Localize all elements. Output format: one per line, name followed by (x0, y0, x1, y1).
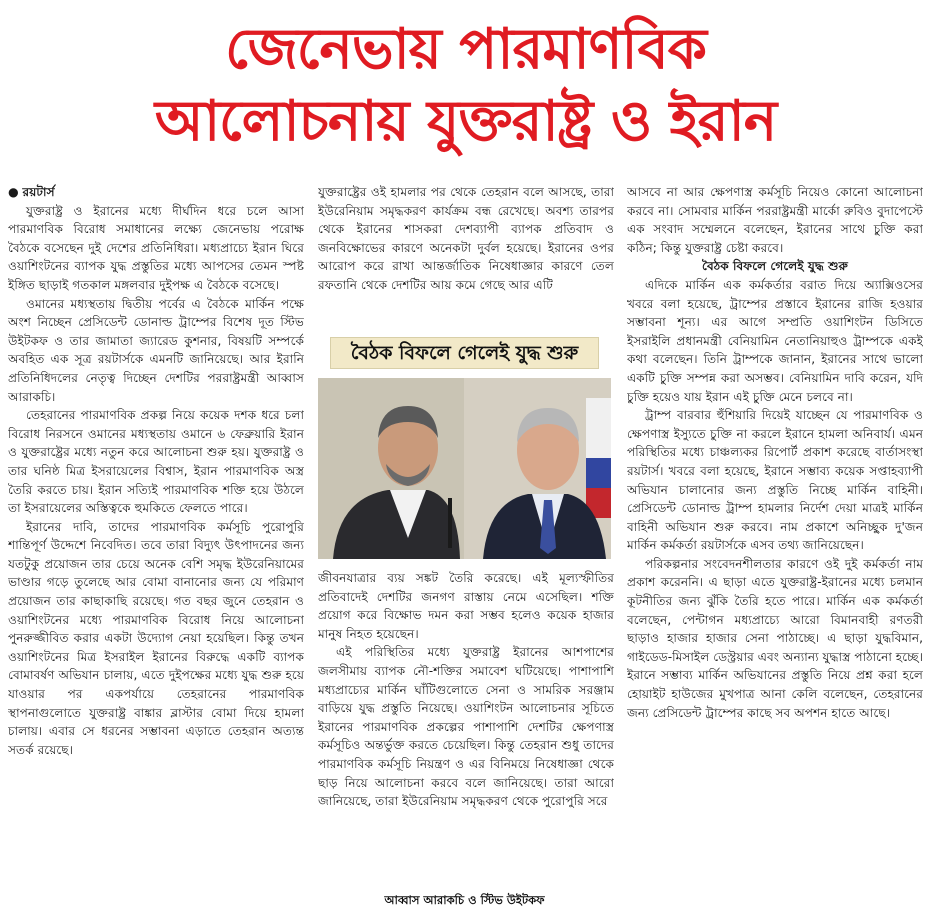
headline-line-1: জেনেভায় পারমাণবিক (225, 17, 706, 82)
paragraph: এদিকে মার্কিন এক কর্মকর্তার বরাত দিয়ে অ্যাক্সিওসের খবরে বলা হয়েছে, ট্রাম্পের প্রস্তাবে ইরানের রাজি হওয়ার সম্ভাবনা শূন্য। এর আগে সম্প্রতি ওয়াশিংটন ডিসিতে ইসরাইলি প্রধানমন্ত্রী বেনিয়ামিন নেতানিয়াহুও ট্রাম্পকে একই কথা বলেছেন। তিনি ট্রাম্পকে জানান, ইরানের সাথে ভালো একটি চুক্তি সম্পন্ন করা অসম্ভব। বেনিয়ামিন দাবি করেন, যদি চুক্তি হয়েও যায় ইরান এই চুক্তি মেনে চলবে না। (627, 277, 923, 404)
photo-caption: আব্বাস আরাকচি ও স্টিভ উইটকফ (384, 893, 545, 907)
byline-source: রয়টার্স (22, 185, 55, 199)
paragraph: এই পরিস্থিতির মধ্যে যুক্তরাষ্ট্র ইরানের আশপাশের জলসীমায় ব্যাপক নৌ-শক্তির সমাবেশ ঘটিয়েছে। পাশাপাশি মধ্যপ্রাচ্যের মার্কিন ঘাঁটিগুলোতে সেনা ও সামরিক সরঞ্জাম বাড়িয়ে যুদ্ধ প্রস্তুতি নিয়েছে। ওয়াশিংটন আলোচনার সূচিতে ইরানের পারমাণবিক প্রকল্পের পাশাপাশি দেশটির ক্ষেপণাস্ত্র কর্মসূচিও অন্তর্ভুক্ত করতে চেয়েছিল। কিন্তু তেহরান শুধু তাদের পারমাণবিক কর্মসূচি নিয়ন্ত্রণ ও এর বিনিময়ে নিষেধাজ্ঞা থেকে ছাড় নিয়ে আলোচনা করবে বলে জানিয়েছে। তারা আরো জানিয়েছে, তারা ইউরেনিয়াম সমৃদ্ধকরণ থেকে পুরোপুরি সরে (318, 645, 614, 809)
byline (8, 183, 304, 202)
paragraph: জীবনযাত্রার ব্যয় সঙ্কট তৈরি করেছে। এই মূল্যস্ফীতির প্রতিবাদেই দেশটির জনগণ রাস্তায় নেমে এসেছিল। শক্তি প্রয়োগ করে বিক্ষোভ দমন করা সম্ভব হলেও কয়েক হাজার মানুষ নিহত হয়েছেন। (318, 571, 614, 641)
photo-banner: বৈঠক বিফলে গেলেই যুদ্ধ শুরু (330, 337, 599, 369)
paragraph: পরিকল্পনার সংবেদনশীলতার কারণে ওই দুই কর্মকর্তা নাম প্রকাশ করেননি। এ ছাড়া এতে যুক্তরাষ্ট্র-ইরানের মধ্যে চলমান কূটনীতির জন্য ঝুঁকি তৈরি হতে পারে। মার্কিন এক কর্মকর্তা বলেছেন, পেন্টাগন মধ্যপ্রাচ্যে আরো বিমানবাহী রণতরী ছাড়াও হাজার হাজার সেনা পাঠাচ্ছে। এ ছাড়া যুদ্ধবিমান, গাইডেড-মিসাইল ডেস্ট্রয়ার এবং অন্যান্য যুদ্ধাস্ত্র পাঠানো হচ্ছে। ইরানে সম্ভাব্য মার্কিন অভিযানের প্রস্তুতি নিয়ে প্রশ্ন করা হলে হোয়াইট হাউজের মুখপাত্র আনা কেলি বলেছেন, তেহরানের জন্য প্রেসিডেন্ট ট্রাম্পের কাছে সব অপশন হাতে আছে। (627, 556, 923, 720)
paragraph: আসবে না আর ক্ষেপণাস্ত্র কর্মসূচি নিয়েও কোনো আলোচনা করবে না। সোমবার মার্কিন পররাষ্ট্রমন্ত্রী মার্কো রুবিও বুদাপেস্টে এক সংবাদ সম্মেলনে বলেছেন, ইরানের সাথে চুক্তি করা কঠিন; কিন্তু যুক্তরাষ্ট্র চেষ্টা করবে। (627, 185, 923, 255)
article-column-3 (627, 183, 923, 868)
photo-image (318, 378, 611, 559)
article-column-1 (8, 183, 304, 868)
paragraph: ট্রাম্প বারবার হুঁশিয়ারি দিয়েই যাচ্ছেন যে পারমাণবিক ও ক্ষেপণাস্ত্র ইস্যুতে চুক্তি না করলে ইরানে হামলা অনিবার্য। এমন পরিস্থিতির মধ্যে চাঞ্চল্যকর রিপোর্ট প্রকাশ করেছে বার্তাসংস্থা রয়টার্স। খবরে বলা হয়েছে, ইরানে সম্ভাব্য কয়েক সপ্তাহব্যাপী অভিযান চালানোর জন্য প্রস্তুতি নিচ্ছে মার্কিন বাহিনী। প্রেসিডেন্ট ডোনাল্ড ট্রাম্প হামলার নির্দেশ দেয়া মাত্রই মার্কিন বাহিনী অভিযান শুরু করবে। নাম প্রকাশে অনিচ্ছুক দু'জন মার্কিন কর্মকর্তা রয়টার্সকে এসব তথ্য জানিয়েছেন। (627, 408, 923, 553)
paragraph: যুক্তরাষ্ট্রের ওই হামলার পর থেকে তেহরান বলে আসছে, তারা ইউরেনিয়াম সমৃদ্ধকরণ কার্যক্রম বন্ধ রেখেছে। অবশ্য তারপর থেকে ইরানের শাসকরা দেশব্যাপী ব্যাপক প্রতিবাদ ও জনবিক্ষোভের কারণে অনেকটা দুর্বল হয়েছে। ইরানের ওপর আরোপ করে রাখা আন্তর্জাতিক নিষেধাজ্ঞার কারণে তেল রফতানি থেকে দেশটির আয় কমে গেছে আর এটি (318, 185, 614, 292)
paragraph: যুক্তরাষ্ট্র ও ইরানের মধ্যে দীর্ঘদিন ধরে চলে আসা পারমাণবিক বিরোধ সমাধানের লক্ষ্যে জেনেভায় পরোক্ষ বৈঠকে বসেছেন দুই দেশের প্রতিনিধিরা। মধ্যপ্রাচ্যে ইরান ঘিরে ওয়াশিংটনের ব্যাপক যুদ্ধ প্রস্তুতির মধ্যে আপসের তেমন স্পষ্ট ইঙ্গিত ছাড়াই গতকাল মঙ্গলবার দুইপক্ষ এ বৈঠকে বসেছে। (8, 203, 304, 292)
byline-bullet: ● (8, 185, 19, 199)
paragraph: ইরানের দাবি, তাদের পারমাণবিক কর্মসূচি পুরোপুরি শান্তিপূর্ণ উদ্দেশে নিবেদিত। তবে তারা বিদ্যুৎ উৎপাদনের জন্য যতটুকু প্রয়োজন তার চেয়ে অনেক বেশি সমৃদ্ধ ইউরেনিয়ামের ভাণ্ডার গড়ে তুলেছে আর বোমা বানানোর জন্য যে পরিমাণ প্রয়োজন তার কাছাকাছি রয়েছে। গত বছর জুনে তেহরান ও ওয়াশিংটনের মধ্যে পারমাণবিক বিরোধ নিয়ে আলোচনা পুনরুজ্জীবিত করার একটা উদ্যোগ নেয়া হয়েছিল। কিন্তু তখন ওয়াশিংটনের মিত্র ইসরাইল ইরানের বিরুদ্ধে একটি ব্যাপক বোমাবর্ষণ অভিযান চালায়, এতে দুইপক্ষের মধ্যে যুদ্ধ শুরু হয়ে যাওয়ার পর একপর্যায়ে তেহরানের পারমাণবিক স্থাপনাগুলোতে যুক্তরাষ্ট্র বাঙ্কার ব্লাস্টার বোমা দিয়ে হামলা চালায়। এবার সে ধরনের সম্ভাবনা এড়াতে তেহরান অত্যন্ত সতর্ক রয়েছে। (8, 519, 304, 757)
headline (0, 14, 931, 158)
paragraph: তেহরানের পারমাণবিক প্রকল্প নিয়ে কয়েক দশক ধরে চলা বিরোধ নিরসনে ওমানের মধ্যস্থতায় ওমানে ৬ ফেব্রুয়ারি ইরান ও যুক্তরাষ্ট্রের মধ্যে নতুন করে আলোচনা শুরু হয়। যুক্তরাষ্ট্র ও তার ঘনিষ্ঠ মিত্র ইসরায়েলের বিশ্বাস, ইরান পারমাণবিক অস্ত্র তৈরি করতে চায়। ইরান সত্যিই পারমাণবিক শক্তি হয়ে উঠলে তা ইসরায়েলের অস্তিত্বকে হুমকিতে ফেলতে পারে। (8, 408, 304, 516)
headline-line-2: আলোচনায় যুক্তরাষ্ট্র ও ইরান (154, 89, 777, 154)
subheading: বৈঠক বিফলে গেলেই যুদ্ধ শুরু (702, 259, 848, 274)
paragraph: ওমানের মধ্যস্থতায় দ্বিতীয় পর্বের এ বৈঠকে মার্কিন পক্ষে অংশ নিচ্ছেন প্রেসিডেন্ট ডোনাল্ড ট্রাম্পের বিশেষ দূত স্টিভ উইটকফ ও তার জামাতা জ্যারেড কুশনার, বিষয়টি সম্পর্কে অবহিত এক সূত্র রয়টার্সকে এমনটি জানিয়েছে। আর ইরানি প্রতিনিধিদলের নেতৃত্ব দিচ্ছেন দেশটির পররাষ্ট্রমন্ত্রী আব্বাস আরাকচি। (8, 296, 304, 404)
